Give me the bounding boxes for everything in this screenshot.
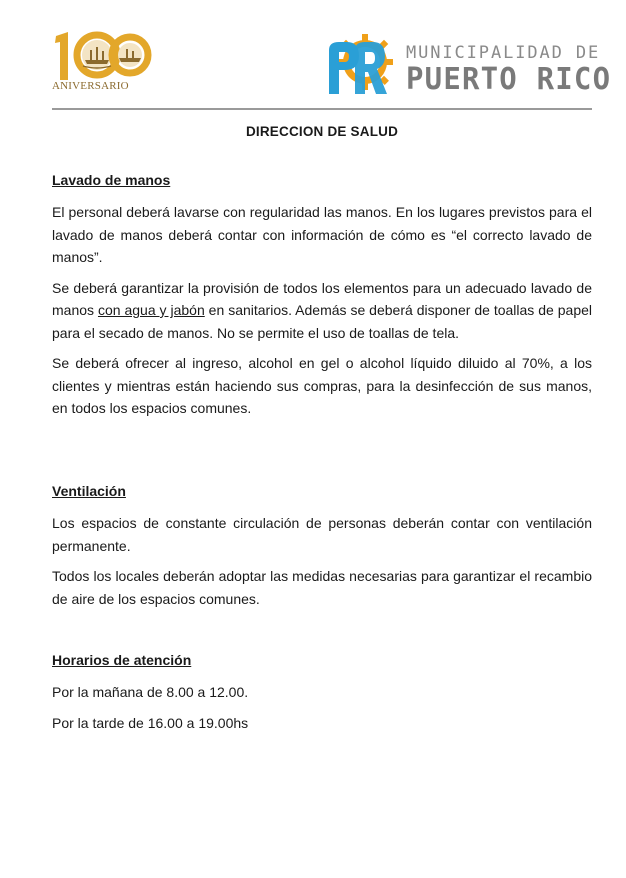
paragraph: Por la tarde de 16.00 a 19.00hs [52,714,249,731]
paragraph: El personal deberá lavarse con regularidad las manos. En los lugares previstos para el lavado de manos deberá contar con información de cómo es “el correcto lavado de manos”. [52,204,592,265]
municipality-name [406,43,612,97]
section-heading: Ventilación [52,483,126,499]
section-lavado-de-manos [52,171,592,428]
header-divider [52,108,592,110]
section-ventilacion [52,482,592,618]
section-heading: Horarios de atención [52,652,192,668]
paragraph-text: en sanitarios. Además se deberá disponer de toallas de papel para el secado de manos. No se permite el uso de toallas de tela. [52,302,593,341]
paragraph-text: Se deberá garantizar la provisión de todos los elementos para un adecuado lavado de manos [52,279,592,318]
municipality-name-line1: MUNICIPALIDAD DE [406,43,601,63]
anniversary-logo [52,30,152,96]
anniversary-label: ANIVERSARIO [52,80,129,92]
section-horarios-de-atencion [52,651,592,742]
paragraph: Todos los locales deberán adoptar las medidas necesarias para garantizar el recambio de aire de los espacios comunes. [52,568,592,607]
anniversary-emblem-icon [52,30,152,82]
municipality-logo [325,32,399,98]
underlined-text: con agua y jabón [97,302,205,318]
paragraph: Se deberá ofrecer al ingreso, alcohol en gel o alcohol líquido diluido al 70%, a los clientes y mientras están haciendo sus compras, para la desinfección de sus manos, en todos los espacios comunes. [52,355,592,416]
paragraph: Los espacios de constante circulación de personas deberán contar con ventilación permanente. [52,515,592,554]
section-heading: Lavado de manos [52,172,171,188]
paragraph [52,277,592,345]
municipality-sun-gear-icon [325,32,399,98]
municipality-name-line2: PUERTO RICO [406,60,612,97]
paragraph: Por la mañana de 8.00 a 12.00. [52,684,249,700]
document-title: DIRECCION DE SALUD [245,124,399,139]
